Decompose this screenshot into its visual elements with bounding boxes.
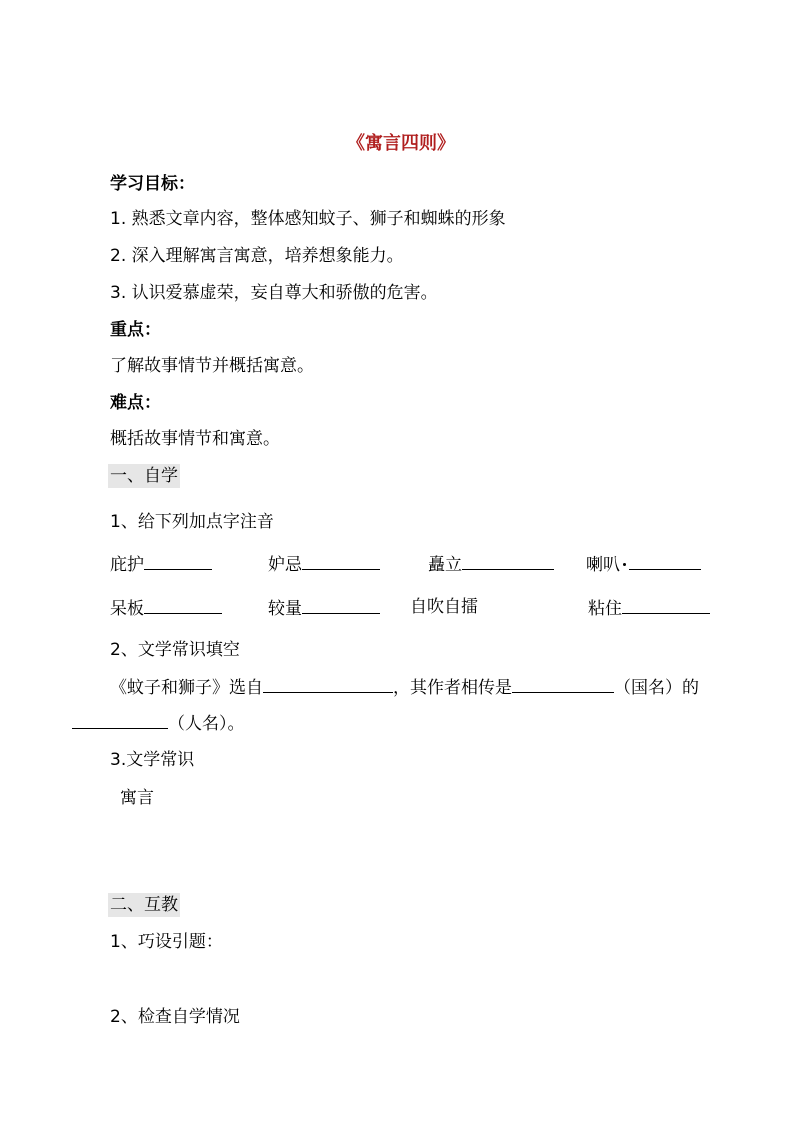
question-pinyin: 1、给下列加点字注音 [110, 512, 274, 532]
difficult-heading: 难点： [110, 393, 161, 413]
answer-blank[interactable] [302, 551, 380, 570]
literature-item: 寓言 [120, 788, 154, 808]
answer-blank[interactable] [512, 674, 614, 693]
section-heading-mutual-teaching: 二、互教 [110, 895, 178, 915]
answer-blank[interactable] [72, 710, 168, 729]
difficult-text: 概括故事情节和寓意。 [110, 429, 280, 449]
objective-item: 1. 熟悉文章内容，整体感知蚊子、狮子和蜘蛛的形象 [110, 209, 506, 229]
page-title: 《寓言四则》 [347, 133, 455, 154]
answer-blank[interactable] [144, 595, 222, 614]
word-item: 妒忌 [268, 551, 380, 577]
answer-blank[interactable] [462, 551, 554, 570]
question-check: 2、检查自学情况 [110, 1007, 240, 1027]
answer-blank[interactable] [263, 674, 393, 693]
question-literature: 3.文学常识 [110, 750, 195, 770]
fill-line: （人名）。 [72, 710, 245, 736]
word-item: 庇护 [110, 551, 212, 577]
word-item: 自吹自擂 [410, 597, 478, 617]
question-intro: 1、巧设引题： [110, 932, 223, 952]
answer-blank[interactable] [144, 551, 212, 570]
fill-line: 《蚊子和狮子》选自 ，其作者相传是 （国名）的 [110, 674, 699, 700]
word-item: 粘住 [588, 595, 710, 621]
key-text: 了解故事情节并概括寓意。 [110, 356, 314, 376]
answer-blank[interactable] [302, 595, 380, 614]
key-heading: 重点： [110, 320, 161, 340]
objectives-heading: 学习目标： [110, 174, 195, 194]
question-literature-fill: 2、文学常识填空 [110, 640, 240, 660]
word-item: 矗立 [428, 551, 554, 577]
section-heading-self-study: 一、自学 [110, 466, 178, 486]
word-item: 较量 [268, 595, 380, 621]
word-item: 喇叭 [586, 551, 701, 577]
answer-blank[interactable] [629, 551, 701, 570]
objective-item: 3. 认识爱慕虚荣，妄自尊大和骄傲的危害。 [110, 283, 438, 303]
answer-blank[interactable] [622, 595, 710, 614]
word-item: 呆板 [110, 595, 222, 621]
objective-item: 2. 深入理解寓言寓意，培养想象能力。 [110, 246, 404, 266]
